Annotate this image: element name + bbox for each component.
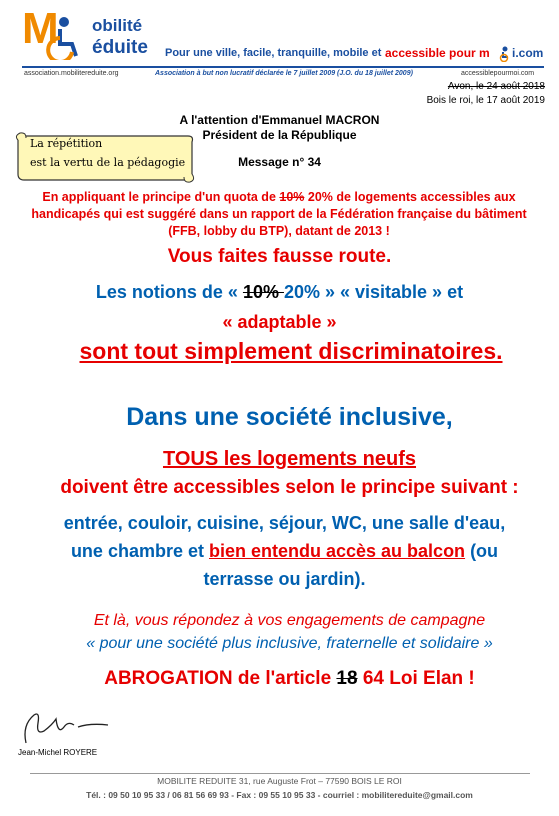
handwritten-signature [18,705,118,750]
footer-contact: Tél. : 09 50 10 95 33 / 06 81 56 69 93 - Fax : 09 55 10 95 33 - courriel : mobilitereduite@gmail.com [86,790,473,800]
abrogation-line [0,668,559,690]
list-line-3: terrasse ou jardin). [203,569,366,589]
recipient-name: A l'attention d'Emmanuel MACRON [179,113,380,127]
header-association-info: Association à but non lucratif déclarée le 7 juillet 2009 (J.O. du 18 juillet 2009) [155,70,413,77]
intro-strike: 10% [279,190,305,204]
scroll-line-1: La répétition [30,137,103,150]
doivent-line: doivent être accessibles selon le principe suivant : [60,477,519,498]
fausse-route-line: Vous faites fausse route. [167,246,392,267]
footer-rule [30,773,530,774]
old-date: Avon, le 24 août 2018 [447,81,545,92]
list-line-2 [0,541,559,562]
logo-letter-m: M [22,4,57,53]
organization-logo [22,6,162,68]
logo-word-mobilite: obilité [92,16,143,35]
abrogation-text-b: 64 Loi Elan ! [357,668,475,689]
header-tagline-accent: accessible pour m [385,46,490,60]
list-line-2b: bien entendu accès au balcon [208,541,466,561]
signature-name: Jean-Michel ROYERE [18,748,98,757]
header-website[interactable]: association.mobilitereduite.org [24,70,119,77]
campagne-line-2: « pour une société plus inclusive, fraternelle et solidaire » [86,635,493,652]
mini-wheelchair-icon [497,46,513,62]
societe-inclusive-line: Dans une société inclusive, [126,403,453,431]
discriminatoires-line: sont tout simplement discriminatoires. [79,338,503,364]
header-website-2[interactable]: accessiblepourmoi.com [461,70,535,77]
campagne-line-1: Et là, vous répondez à vos engagements de campagne [93,612,486,629]
scroll-line-2: est la vertu de la pédagogie [30,156,186,169]
intro-paragraph [14,189,544,240]
footer-address: MOBILITE REDUITE 31, rue Auguste Frot – 77590 BOIS LE ROI [157,776,402,786]
notions-strike: 10% [242,282,284,302]
message-number: Message n° 34 [238,155,321,169]
header-tagline: Pour une ville, facile, tranquille, mobile et [165,47,382,59]
current-date: Bois le roi, le 17 août 2019 [426,95,545,106]
intro-text-a: En appliquant le principe d'un quota de [42,190,280,204]
recipient-title: Président de la République [202,128,357,142]
notions-line-2: « adaptable » [222,312,337,332]
notions-line-1 [0,282,559,303]
notions-text-b: 20% » « visitable » et [283,282,464,302]
notions-text-a: Les notions de « [95,282,243,302]
logo-word-reduite: éduite [92,37,148,58]
wheelchair-logo-icon [46,16,78,60]
header-rule [22,66,544,68]
list-line-2c: (ou [465,541,499,561]
abrogation-strike: 18 [336,668,358,689]
abrogation-text-a: ABROGATION de l'article [104,668,337,689]
list-line-1: entrée, couloir, cuisine, séjour, WC, une salle d'eau, [63,513,506,533]
list-line-2a: une chambre et [70,541,209,561]
intro-text-b: 20% de logements accessibles aux handicapés qui est suggéré dans un rapport de la Fédération française du bâtiment (FFB, lobby du BTP), datant de 2013 ! [31,190,527,238]
tous-logements-line: TOUS les logements neufs [162,448,417,470]
header-tagline-logo: i.com [512,46,544,60]
